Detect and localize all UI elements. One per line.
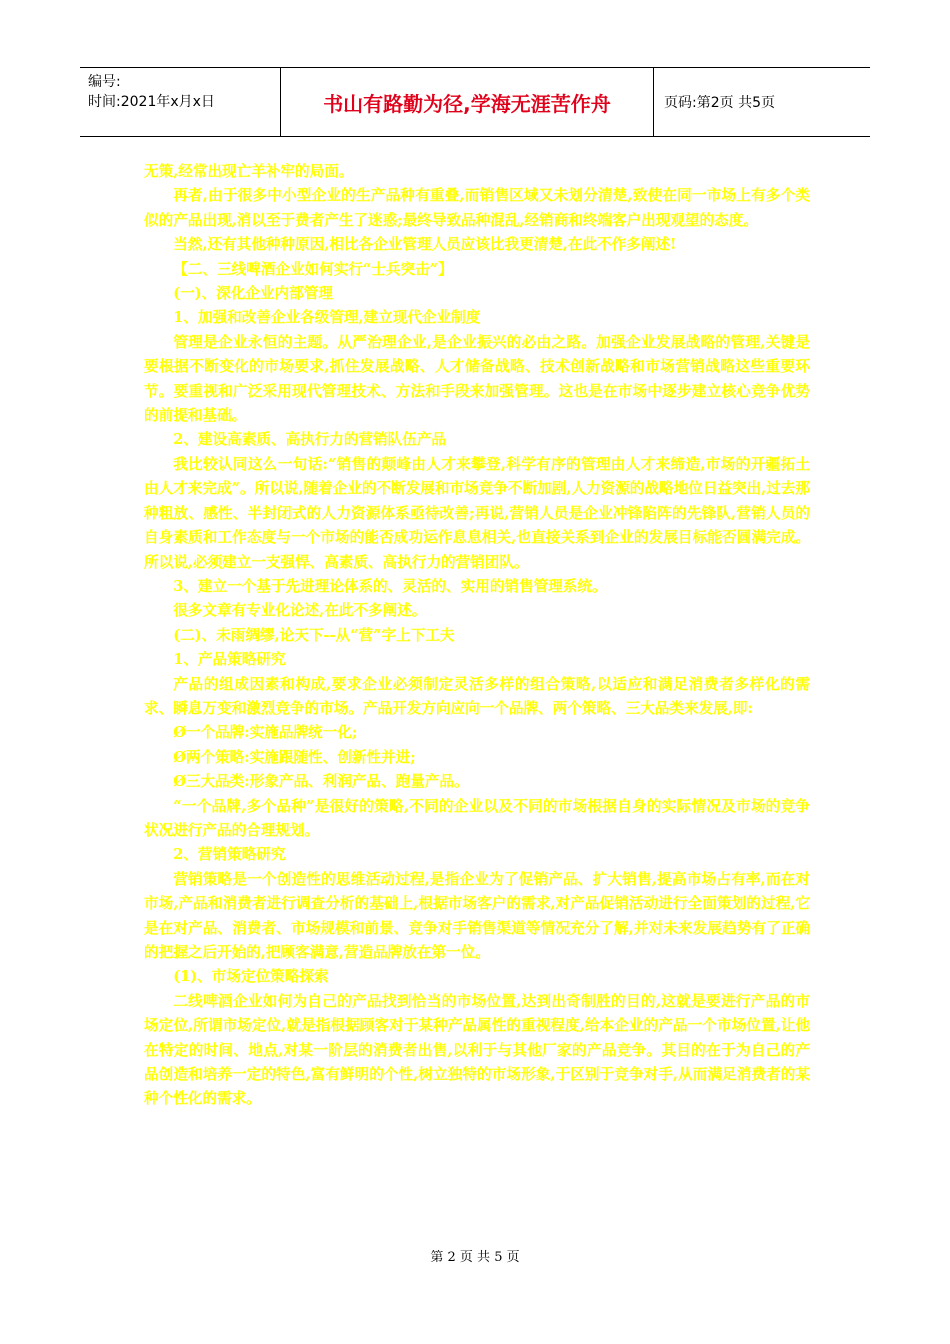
body-paragraph: 【二、三线啤酒企业如何实行“士兵突击”】 (173, 260, 453, 278)
body-paragraph: (一)、深化企业内部管理 (173, 285, 333, 303)
body-paragraph: (二)、未雨绸缪,论天下--从“营”字上下工夫 (173, 626, 455, 644)
body-paragraph: 二线啤酒企业如何为自己的产品找到恰当的市场位置,达到出奇制胜的目的,这就是要进行产品的市场定位,所谓市场定位,就是指根据顾客对于某种产品属性的重视程度,给本企业的产品一个市场位置,让他在特定的时间、地点,对某一阶层的消费者出售,以利于与其他厂家的产品竞争。其目的在于为自己的产品创造和培养一定的特色,富有鲜明的个性,树立独特的市场形象,于区别于竞争对手,从而满足消费者的某种个性化的需求。 (144, 992, 810, 1108)
body-paragraph: 当然,还有其他种种原因,相比各企业管理人员应该比我更清楚,在此不作多阐述! (173, 236, 677, 254)
document-body (144, 160, 810, 1112)
body-paragraph: 1、加强和改善企业各级管理,建立现代企业制度 (173, 309, 481, 327)
body-paragraph: 2、建设高素质、高执行力的营销队伍产品 (173, 431, 447, 449)
page-header (80, 67, 870, 137)
body-paragraph: 很多文章有专业化论述,在此不多阐述。 (173, 602, 427, 620)
document-date: 时间:2021年x月x日 (88, 94, 215, 110)
body-paragraph: 营销策略是一个创造性的思维活动过程,是指企业为了促销产品、扩大销售,提高市场占有率,而在对市场,产品和消费者进行调查分析的基础上,根据市场客户的需求,对产品促销活动进行全面策划的过程,它是在对产品、消费者、市场规模和前景、竞争对手销售渠道等情况充分了解,并对未来发展趋势有了正确的把握之后开始的,把顾客满意,营造品牌放在第一位。 (144, 870, 810, 961)
body-paragraph: Ø三大品类:形象产品、利润产品、跑量产品。 (173, 773, 469, 791)
page-footer: 第 2 页 共 5 页 (430, 1250, 520, 1265)
body-paragraph: (1)、市场定位策略探索 (173, 968, 329, 986)
body-paragraph: 无策,经常出现亡羊补牢的局面。 (144, 163, 354, 180)
body-paragraph: 2、营销策略研究 (173, 846, 286, 864)
body-paragraph: 产品的组成因素和构成,要求企业必须制定灵活多样的组合策略,以适应和满足消费者多样化的需求、瞬息万变和激烈竞争的市场。产品开发方向应向一个品牌、两个策略、三大品类来发展,即: (144, 675, 810, 717)
header-page-info: 页码:第2页 共5页 (664, 95, 775, 111)
body-paragraph: 管理是企业永恒的主题。从严治理企业,是企业振兴的必由之路。加强企业发展战略的管理,关键是要根据不断变化的市场要求,抓住发展战略、人才储备战略、技术创新战略和市场营销战略这些重要环节。要重视和广泛采用现代管理技术、方法和手段来加强管理。这也是在市场中逐步建立核心竞争优势的前提和基础。 (144, 333, 810, 425)
header-meta (80, 68, 281, 136)
body-paragraph: “一个品牌,多个品种”是很好的策略,不同的企业以及不同的市场根据自身的实际情况及市场的竞争状况进行产品的合理规划。 (144, 797, 810, 839)
header-motto: 书山有路勤为径,学海无涯苦作舟 (281, 68, 654, 136)
body-paragraph: 再者,由于很多中小型企业的生产品种有重叠,而销售区域又未划分清楚,致使在同一市场上有多个类似的产品出现,消以至于费者产生了迷惑;最终导致品种混乱,经销商和终端客户出现观望的态度。 (144, 187, 810, 229)
body-paragraph: 我比较认同这么一句话:“销售的颠峰由人才来攀登,科学有序的管理由人才来缔造,市场的开疆拓土由人才来完成”。所以说,随着企业的不断发展和市场竞争不断加剧,人力资源的战略地位日益突出,过去那种粗放、感性、半封闭式的人力资源体系亟待改善;再说,营销人员是企业冲锋陷阵的先锋队,营销人员的自身素质和工作态度与一个市场的能否成功运作息息相关,也直接关系到企业的发展目标能否圆满完成。所以说,必须建立一支强悍、高素质、高执行力的营销团队。 (144, 455, 810, 571)
body-paragraph: 3、建立一个基于先进理论体系的、灵活的、实用的销售管理系统。 (173, 577, 607, 595)
body-paragraph: 1、产品策略研究 (173, 651, 286, 669)
document-number-label: 编号: (88, 74, 121, 90)
body-paragraph: Ø一个品牌:实施品牌统一化; (173, 724, 358, 742)
body-paragraph: Ø两个策略:实施跟随性、创新性并进; (173, 748, 416, 766)
